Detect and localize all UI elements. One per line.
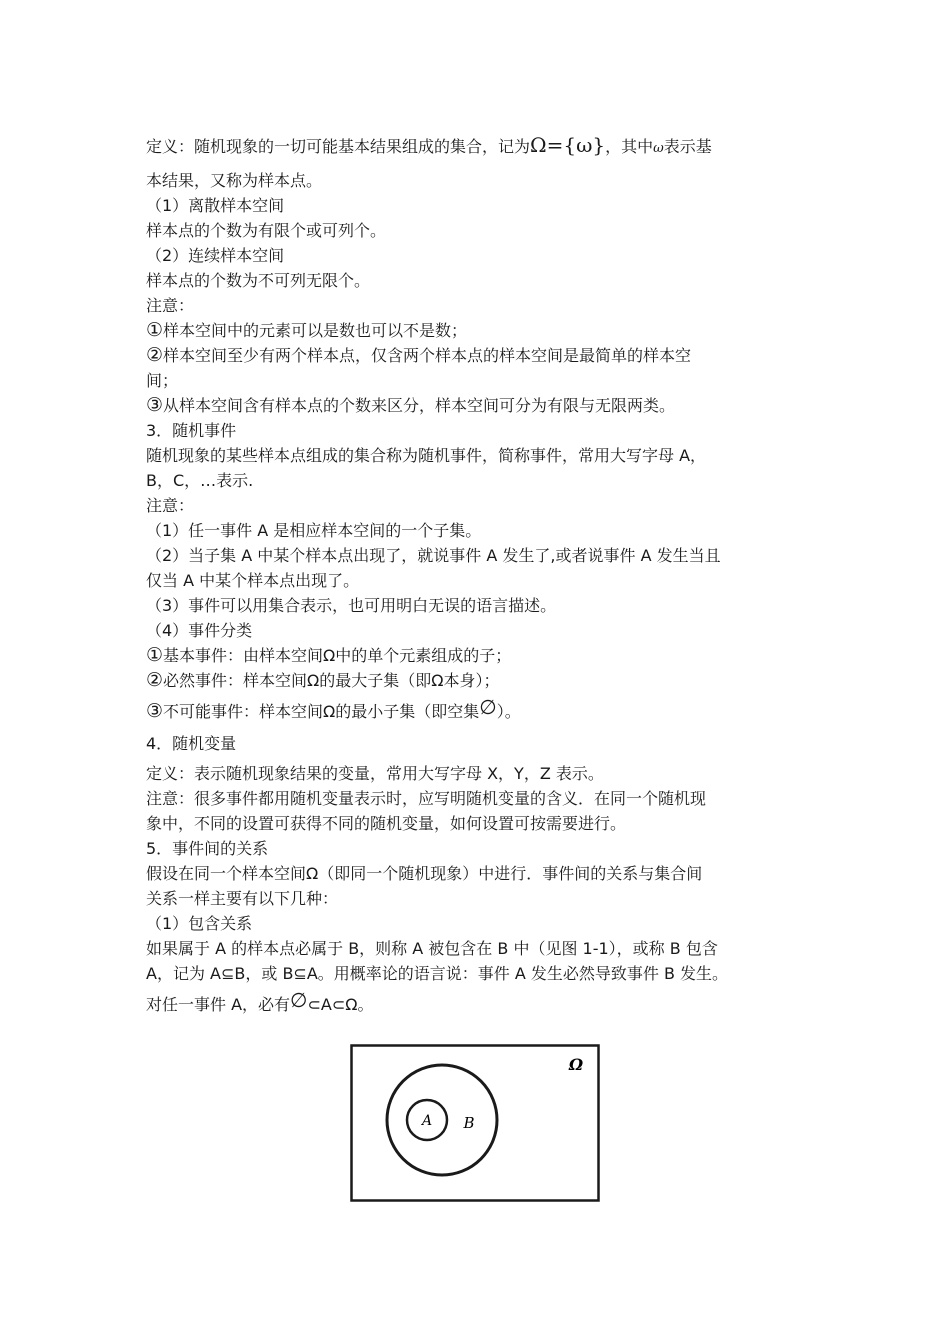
omega-symbol: ω: [653, 141, 664, 156]
class-item2-text: 必然事件：样本空间Ω的最大子集（即Ω本身）；: [163, 671, 500, 690]
circled-number: ③: [146, 394, 164, 416]
class-item3-text: 不可能事件：样本空间Ω的最小子集（即空集: [163, 702, 480, 721]
note1-item1-text: 样本空间中的元素可以是数也可以不是数；: [163, 321, 468, 340]
inclusion-text-cont: A，记为 A⊆B，或 B⊆A。用概率论的语言说：事件 A 发生必然导致事件 B 发生。: [146, 964, 729, 983]
section4-note: 注意：很多事件都用随机变量表示时，应写明随机变量的含义．在同一个随机现: [146, 789, 707, 808]
section3-text-cont: B，C，…表示.: [146, 471, 254, 490]
note2-item2: （2）当子集 A 中某个样本点出现了，就说事件 A 发生了,或者说事件 A 发生当且: [146, 546, 721, 565]
note1-item2-cont: 间；: [146, 371, 179, 390]
event-a-label: A: [421, 1113, 433, 1129]
venn-diagram-figure: [350, 1044, 600, 1202]
inclusion-any-text-end: ⊂A⊂Ω。: [307, 995, 374, 1014]
section5-title: 5．事件间的关系: [146, 839, 269, 858]
note2-item3: （3）事件可以用集合表示，也可用明白无误的语言描述。: [146, 596, 557, 615]
discrete-text: 样本点的个数为有限个或可列个。: [146, 221, 387, 240]
inclusion-title: （1）包含关系: [146, 914, 253, 933]
note1-item2-text: 样本空间至少有两个样本点，仅含两个样本点的样本空间是最简单的样本空: [163, 346, 692, 365]
definition-text-3: 表示基: [663, 137, 712, 156]
circled-number: ①: [146, 319, 164, 341]
circled-number: ②: [146, 669, 164, 691]
note1-item3: [146, 393, 810, 418]
note1-item1: [146, 318, 810, 343]
venn-diagram: [350, 1044, 600, 1202]
class-item3-text-end: ）。: [496, 702, 521, 721]
note2-title: 注意：: [146, 496, 195, 515]
class-item2: [146, 668, 810, 693]
empty-set-symbol: ∅: [479, 695, 497, 719]
discrete-title: （1）离散样本空间: [146, 196, 285, 215]
inclusion-text: 如果属于 A 的样本点必属于 B，则称 A 被包含在 B 中（见图 1-1），或称 B 包含: [146, 939, 718, 958]
definition-line: [146, 130, 810, 168]
class-item1-text: 基本事件：由样本空间Ω中的单个元素组成的子；: [163, 646, 512, 665]
class-item1: [146, 643, 810, 668]
section3-title: 3．随机事件: [146, 421, 237, 440]
empty-set-symbol: ∅: [290, 988, 308, 1012]
continuous-title: （2）连续样本空间: [146, 246, 285, 265]
inclusion-any-text: 对任一事件 A，必有: [146, 995, 291, 1014]
section5-text-cont: 关系一样主要有以下几种：: [146, 889, 339, 908]
inclusion-any-event: [146, 986, 810, 1020]
definition-text-2: ，其中: [605, 137, 654, 156]
omega-set-formula: Ω={ω}: [530, 133, 606, 157]
definition-text: 定义：随机现象的一切可能基本结果组成的集合，记为: [146, 137, 531, 156]
event-b-label: B: [463, 1114, 475, 1132]
circled-number: ③: [146, 700, 164, 722]
circled-number: ①: [146, 644, 164, 666]
section4-note-cont: 象中，不同的设置可获得不同的随机变量，如何设置可按需要进行。: [146, 814, 627, 833]
note1-title: 注意：: [146, 296, 195, 315]
circled-number: ②: [146, 344, 164, 366]
section4-definition: 定义：表示随机现象结果的变量，常用大写字母 X，Y，Z 表示。: [146, 764, 604, 783]
section5-text: 假设在同一个样本空间Ω（即同一个随机现象）中进行．事件间的关系与集合间: [146, 864, 703, 883]
note2-item2-cont: 仅当 A 中某个样本点出现了。: [146, 571, 360, 590]
definition-line-cont: 本结果，又称为样本点。: [146, 171, 323, 190]
note2-item4: （4）事件分类: [146, 621, 253, 640]
section4-title: 4．随机变量: [146, 734, 237, 753]
note1-item2: [146, 343, 810, 368]
omega-label: Ω: [568, 1055, 584, 1074]
note1-item3-text: 从样本空间含有样本点的个数来区分，样本空间可分为有限与无限两类。: [163, 396, 676, 415]
class-item3: [146, 693, 810, 727]
note2-item1: （1）任一事件 A 是相应样本空间的一个子集。: [146, 521, 482, 540]
continuous-text: 样本点的个数为不可列无限个。: [146, 271, 371, 290]
document-text: [146, 130, 810, 1020]
section3-text: 随机现象的某些样本点组成的集合称为随机事件，简称事件，常用大写字母 A，: [146, 446, 707, 465]
